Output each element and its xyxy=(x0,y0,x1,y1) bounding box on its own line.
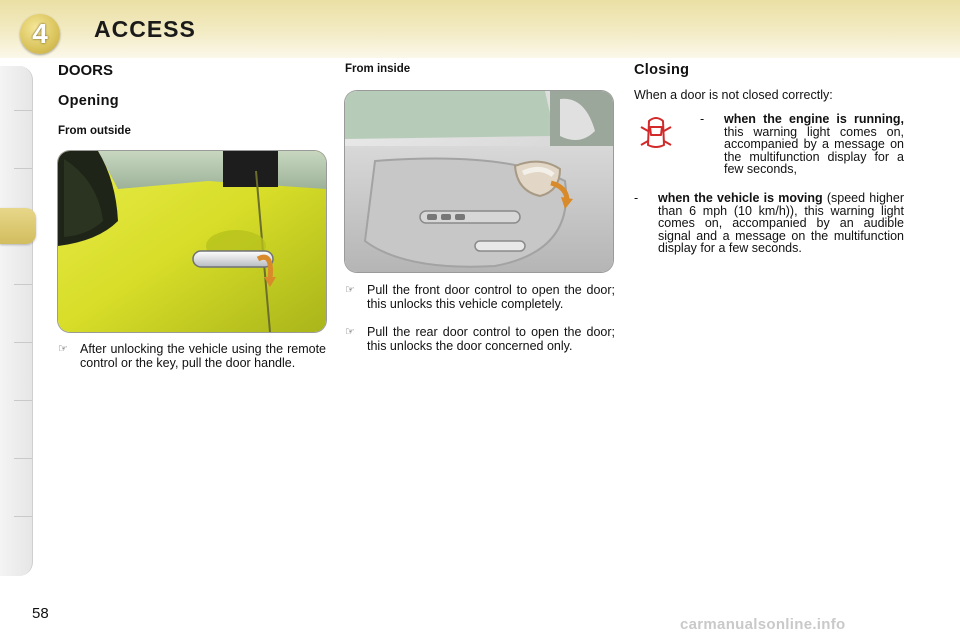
chapter-number-badge: 4 xyxy=(20,14,60,54)
list-item xyxy=(58,342,326,370)
list-item xyxy=(345,325,615,353)
door-open-warning-icon xyxy=(636,113,676,153)
closing-intro: When a door is not closed correctly: xyxy=(634,88,833,102)
list-item xyxy=(634,192,904,255)
section-title-closing: Closing xyxy=(634,62,690,78)
tab-divider xyxy=(14,110,32,111)
pointing-hand-icon: ☞ xyxy=(345,284,355,296)
active-chapter-tab[interactable] xyxy=(0,208,36,244)
tab-divider xyxy=(14,400,32,401)
tab-divider xyxy=(14,342,32,343)
dash-marker: - xyxy=(700,112,705,126)
tab-divider xyxy=(14,168,32,169)
list-item xyxy=(345,283,615,311)
list-item xyxy=(700,113,904,176)
door-handle-exterior-photo xyxy=(58,151,326,332)
page-number: 58 xyxy=(32,605,49,622)
item-text: (speed higher than 6 mph (10 km/h)), this warning light comes on, accompanied by an audible signal and a message on the multifunction display for a few seconds. xyxy=(658,191,904,255)
tab-divider xyxy=(14,516,32,517)
tab-divider xyxy=(14,284,32,285)
dash-marker: - xyxy=(634,191,639,205)
chapter-title: ACCESS xyxy=(94,16,196,42)
pointing-hand-icon: ☞ xyxy=(58,343,68,355)
subheading-from-inside: From inside xyxy=(345,63,411,75)
watermark: carmanualsonline.info xyxy=(680,616,846,633)
pointing-hand-icon: ☞ xyxy=(345,326,355,338)
bullet-text: After unlocking the vehicle using the remote control or the key, pull the door handle. xyxy=(80,342,326,370)
bullet-text: Pull the rear door control to open the door; this unlocks the door concerned only. xyxy=(367,325,615,353)
bullet-text: Pull the front door control to open the door; this unlocks this vehicle completely. xyxy=(367,283,615,311)
item-bold-text: when the engine is running, xyxy=(724,112,904,126)
section-title-doors: DOORS xyxy=(58,62,114,79)
chapter-tab-strip[interactable] xyxy=(0,66,33,576)
subsection-title-opening: Opening xyxy=(58,93,119,109)
subheading-from-outside: From outside xyxy=(58,125,131,137)
tab-divider xyxy=(14,458,32,459)
door-handle-interior-photo xyxy=(345,91,613,272)
item-text: this warning light comes on, accompanied by a message on the multifunction display for a few seconds, xyxy=(724,124,904,176)
item-bold-text: when the vehicle is moving xyxy=(658,191,823,205)
